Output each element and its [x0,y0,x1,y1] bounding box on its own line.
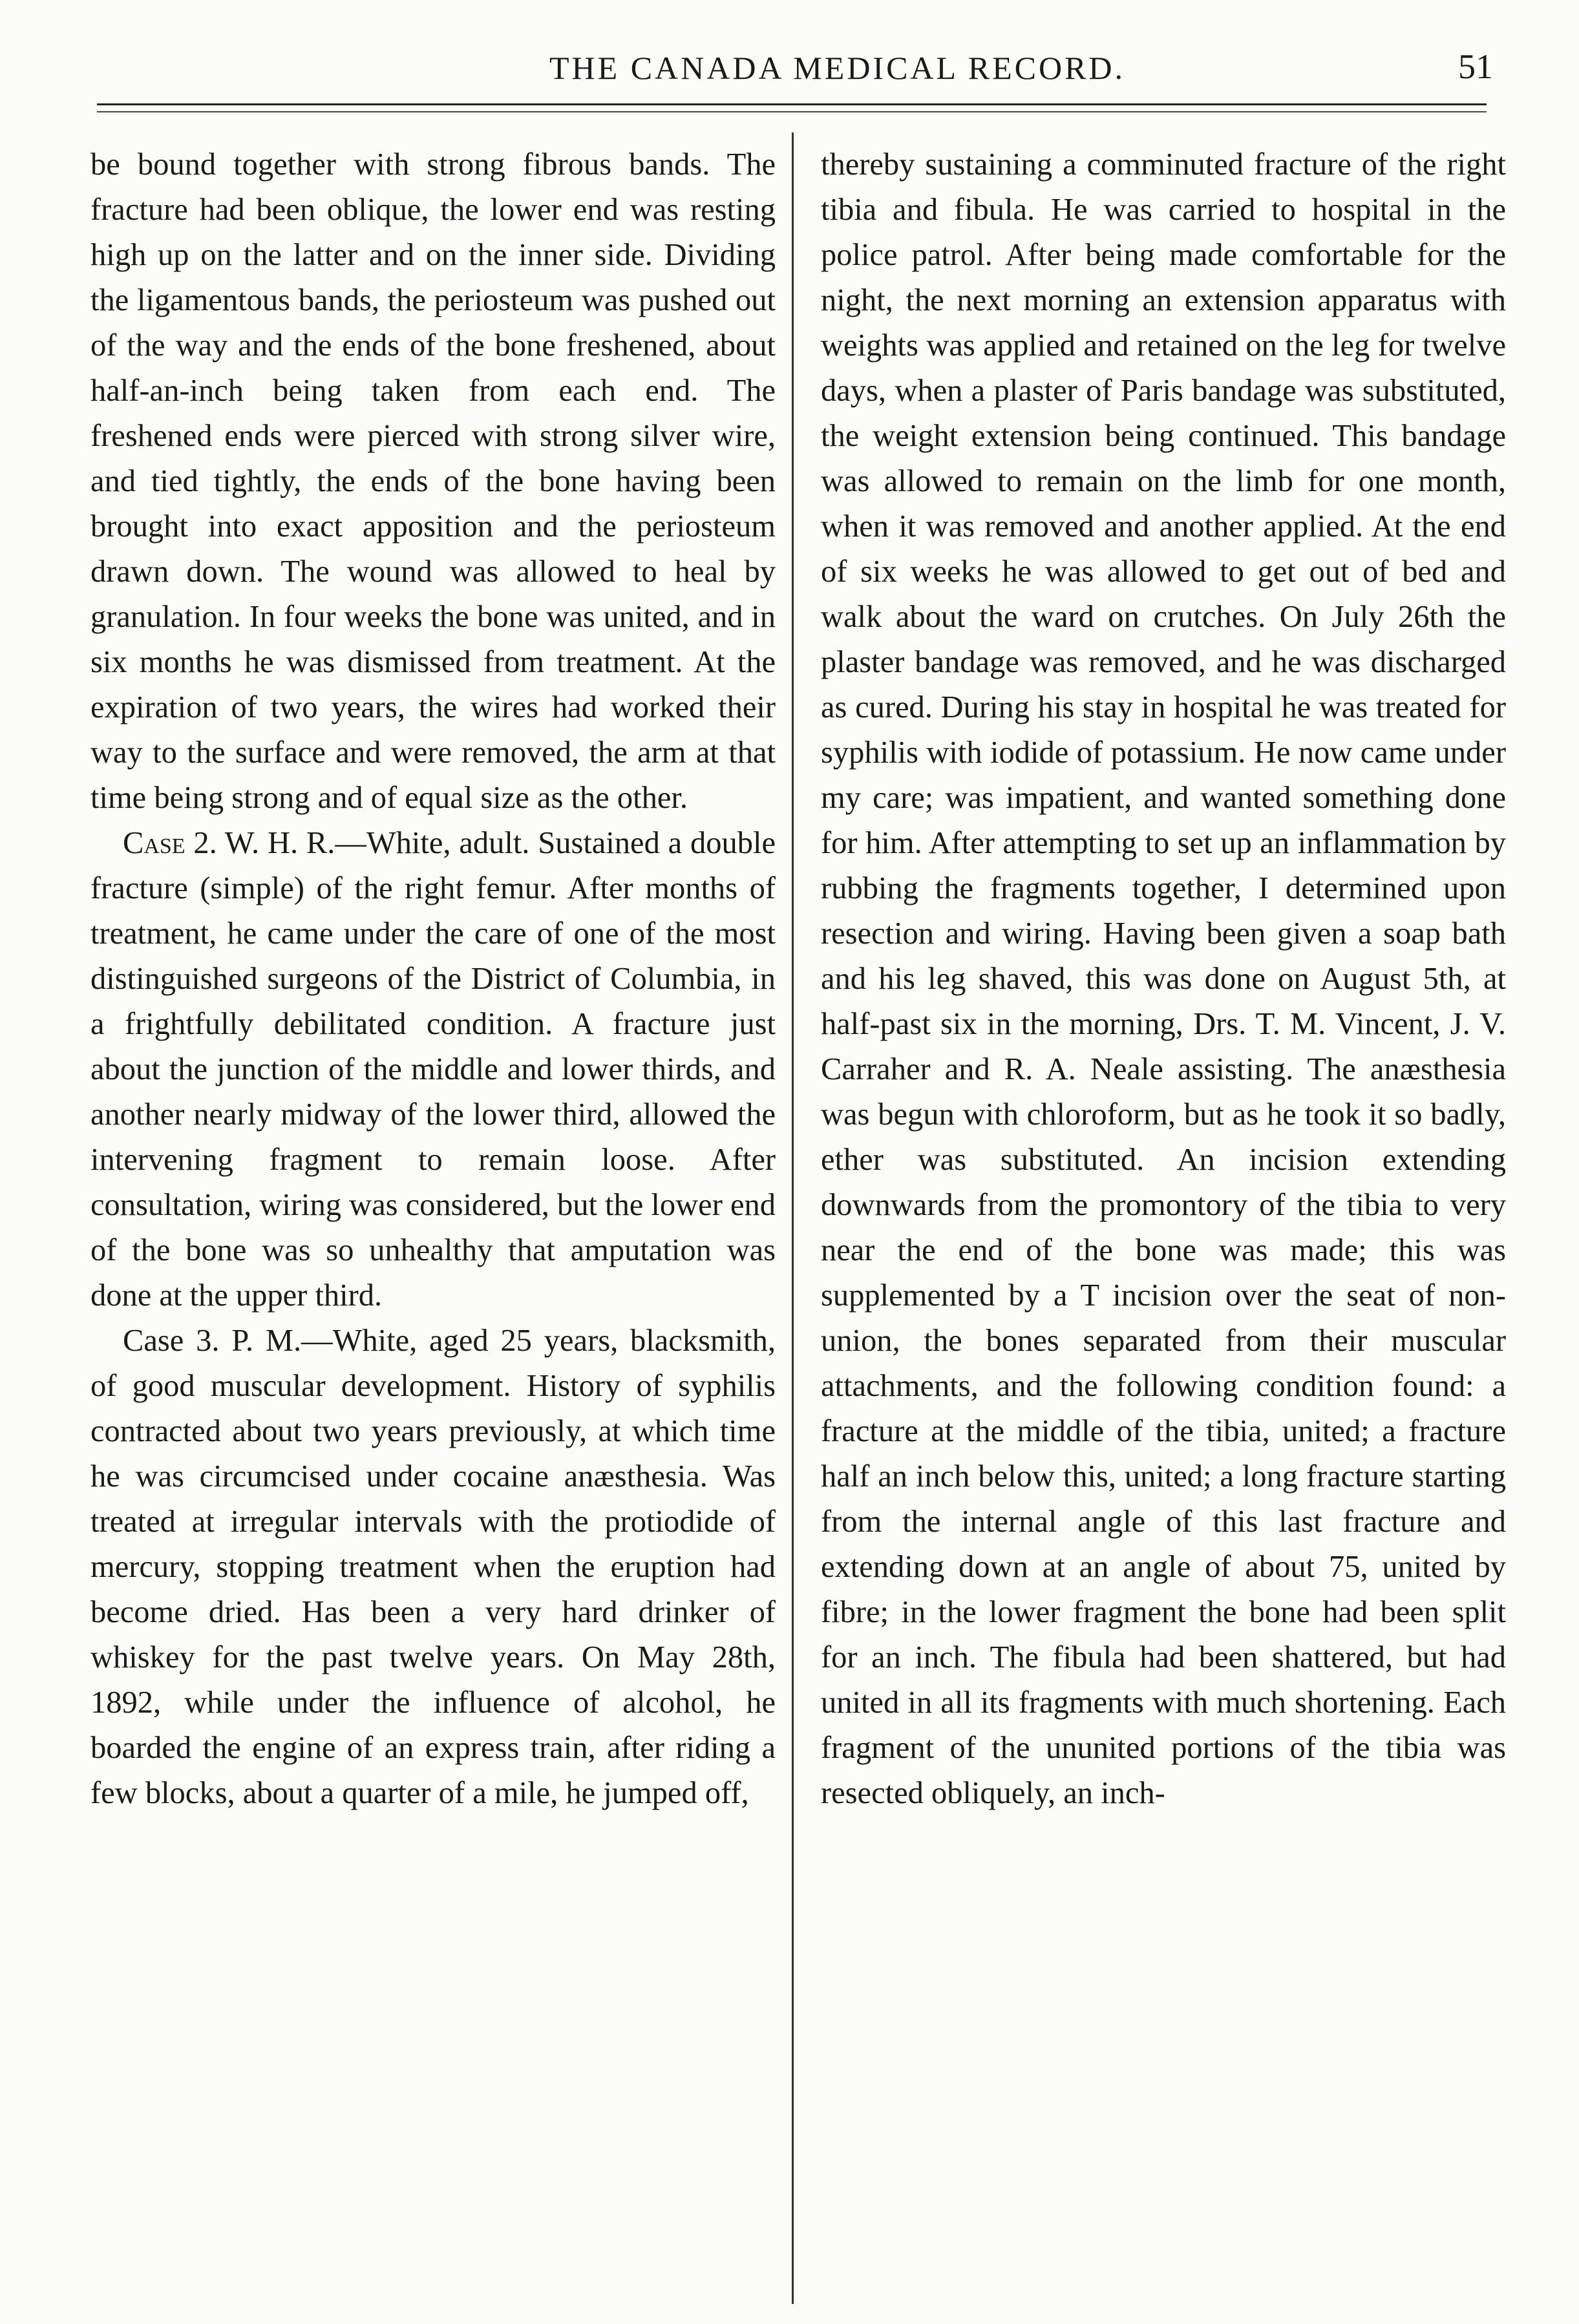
paragraph-continued: be bound together with strong fibrous bands. The fracture had been oblique, the lower end was resting high up on the latter and on the inner side. Dividing the ligamentous bands, the periosteum was pushed out of the way and the ends of the bone freshened, about half-an-inch being taken from each end. The freshened ends were pierced with strong silver wire, and tied tightly, the ends of the bone having been brought into exact apposition and the periosteum drawn down. The wound was allowed to heal by granulation. In four weeks the bone was united, and in six months he was dismissed from treatment. At the expiration of two years, the wires had worked their way to the surface and were removed, the arm at that time being strong and of equal size as the other. [90,147,776,815]
running-title: THE CANADA MEDICAL RECORD. [549,50,1126,86]
right-column [821,142,1506,1816]
paragraph-case-3: Case 3. P. M.—White, aged 25 years, blacksmith, of good muscular development. History of syphilis contracted about two years previously, at which time he was circumcised under cocaine anæsthesia. Was treated at irregular intervals with the protiodide of mercury, stopping treatment when the eruption had become dried. Has been a very hard drinker of whiskey for the past twelve years. On May 28th, 1892, while under the influence of alcohol, he boarded the engine of an express train, after riding a few blocks, about a quarter of a mile, he jumped off, [90,1324,776,1810]
header-rule [97,103,1487,105]
page-header [84,45,1493,90]
left-column [90,142,776,1816]
header-rule-secondary [97,111,1487,112]
case-2-text: W. H. R.—White, adult. Sustained a double fracture (simple) of the right femur. After months of treatment, he came under the care of one of the most distinguished surgeons of the District of Columbia, in a frightfully debilitated condition. A fracture just about the junction of the middle and lower thirds, and another nearly midway of the lower third, allowed the intervening fragment to remain loose. After consultation, wiring was considered, but the lower end of the bone was so unhealthy that amputation was done at the upper third. [90,826,776,1313]
column-divider [792,132,794,2304]
paragraph-case-3-continued: thereby sustaining a comminuted fracture of the right tibia and fibula. He was carried to hospital in the police patrol. After being made comfortable for the night, the next morning an extension apparatus with weights was applied and retained on the leg for twelve days, when a plaster of Paris bandage was substituted, the weight extension being continued. This bandage was allowed to remain on the limb for one month, when it was removed and another applied. At the end of six weeks he was allowed to get out of bed and walk about the ward on crutches. On July 26th the plaster bandage was removed, and he was discharged as cured. During his stay in hospital he was treated for syphilis with iodide of potassium. He now came under my care; was impatient, and wanted something done for him. After attempting to set up an inflammation by rubbing the fragments together, I determined upon resection and wiring. Having been given a soap bath and his leg shaved, this was done on August 5th, at half-past six in the morning, Drs. T. M. Vincent, J. V. Carraher and R. A. Neale assisting. The anæsthesia was begun with chloroform, but as he took it so badly, ether was substituted. An incision extending downwards from the promontory of the tibia to very near the end of the bone was made; this was supplemented by a T incision over the seat of non-union, the bones separated from their muscular attachments, and the following condition found: a fracture at the middle of the tibia, united; a fracture half an inch below this, united; a long fracture starting from the internal angle of this last fracture and extending down at an angle of about 75, united by fibre; in the lower fragment the bone had been split for an inch. The fibula had been shattered, but had united in all its fragments with much shortening. Each fragment of the ununited portions of the tibia was resected obliquely, an inch- [821,147,1506,1810]
paragraph-case-2 [90,821,776,1318]
case-label: Case 2. [123,826,217,860]
page-number: 51 [1458,47,1493,86]
